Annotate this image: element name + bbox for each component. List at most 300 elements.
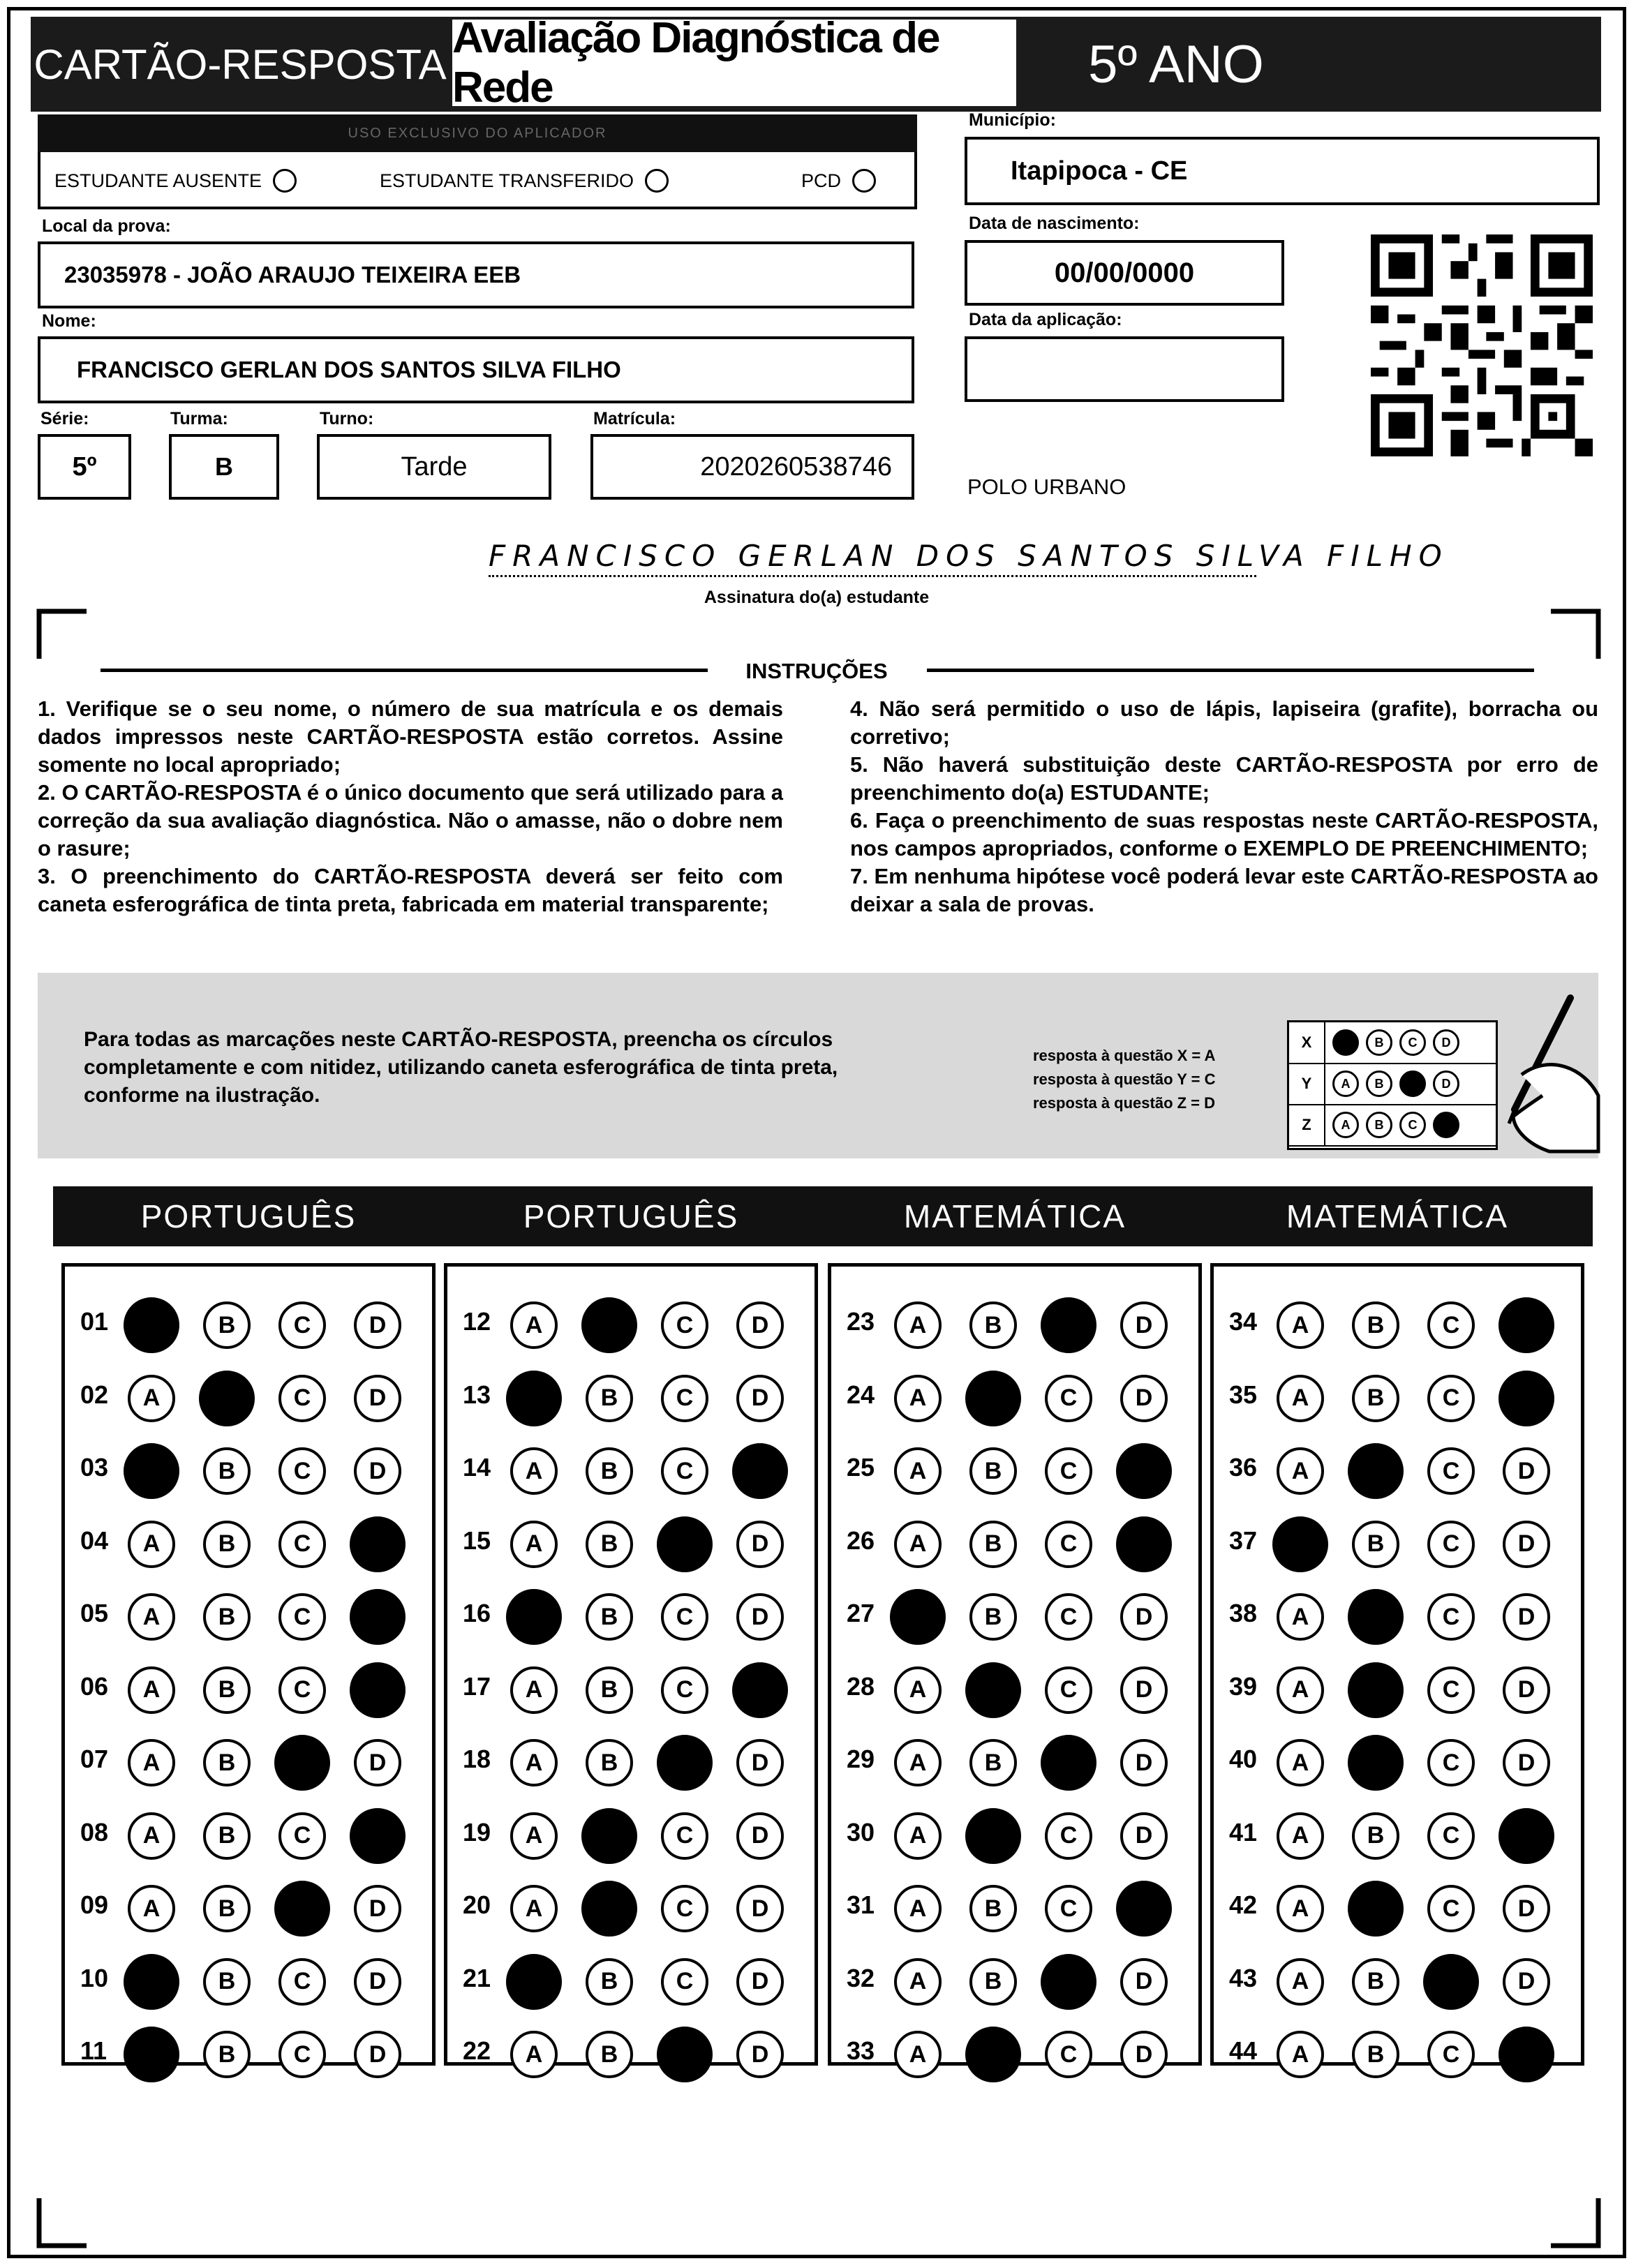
bubble-d[interactable]: D <box>350 1808 406 1864</box>
bubble-c[interactable]: C <box>278 1812 326 1860</box>
bubble-b[interactable]: B <box>586 2031 633 2078</box>
bubble-b[interactable]: B <box>1352 1301 1399 1349</box>
bubble-b[interactable]: B <box>965 1808 1021 1864</box>
bubble-c[interactable]: C <box>278 1666 326 1714</box>
bubble-c[interactable]: C <box>661 1301 708 1349</box>
example-row <box>1289 1064 1496 1105</box>
example-bubble-d: D <box>1433 1070 1459 1097</box>
bubble-b[interactable]: B <box>586 1593 633 1641</box>
example-bubble-b: B <box>1366 1029 1392 1056</box>
bubble-c[interactable]: C <box>1045 1885 1092 1932</box>
question-number: 11 <box>80 2036 107 2065</box>
bubble-d[interactable]: D <box>732 1662 788 1718</box>
bubble-c[interactable]: C <box>1041 1735 1096 1791</box>
nome-field: FRANCISCO GERLAN DOS SANTOS SILVA FILHO <box>38 336 914 403</box>
bubble-b[interactable]: B <box>203 1885 251 1932</box>
bubble-c[interactable]: C <box>657 2027 713 2082</box>
bubble-d[interactable]: D <box>736 1593 784 1641</box>
pcd-circle[interactable] <box>852 169 876 193</box>
bubble-d[interactable]: D <box>354 1447 401 1495</box>
answer-row <box>1214 1288 1581 1357</box>
instruction-item: 3. O preenchimento do CARTÃO-RESPOSTA deverá ser feito com caneta esferográfica de tinta preta, fabricada em material transparente; <box>38 864 783 916</box>
bubble-a[interactable]: A <box>506 1589 562 1645</box>
answer-row <box>831 1433 1198 1503</box>
bubble-c[interactable]: C <box>1427 1447 1475 1495</box>
instructions-title: INSTRUÇÕES <box>745 659 888 683</box>
example-bubble-d: D <box>1433 1112 1459 1138</box>
example-bubble-c: C <box>1399 1112 1426 1138</box>
pcd-option[interactable] <box>801 169 876 193</box>
answer-row <box>65 2017 432 2087</box>
answer-row <box>1214 1433 1581 1503</box>
legend-line: resposta à questão Y = C <box>1033 1070 1216 1088</box>
answer-grid <box>444 1263 818 2066</box>
bubble-d[interactable]: D <box>350 1589 406 1645</box>
absent-option[interactable] <box>54 169 297 193</box>
bubble-a[interactable]: A <box>510 1812 558 1860</box>
bubble-d[interactable]: D <box>354 1958 401 2006</box>
bubble-d[interactable]: D <box>354 1301 401 1349</box>
answer-row <box>447 1361 815 1431</box>
question-number: 26 <box>847 1525 875 1555</box>
bubble-c[interactable]: C <box>278 1593 326 1641</box>
answer-row <box>831 1507 1198 1576</box>
bubble-d[interactable]: D <box>732 1443 788 1499</box>
answer-row <box>1214 1361 1581 1431</box>
bubble-d[interactable]: D <box>1120 2031 1168 2078</box>
bubble-d[interactable]: D <box>1503 1666 1550 1714</box>
bubble-d[interactable]: D <box>736 2031 784 2078</box>
answer-row <box>831 2017 1198 2087</box>
bubble-b[interactable]: B <box>965 1662 1021 1718</box>
bubble-d[interactable]: D <box>736 1301 784 1349</box>
bubble-a[interactable]: A <box>890 1589 946 1645</box>
question-number: 23 <box>847 1307 875 1336</box>
bubble-c[interactable]: C <box>1427 1666 1475 1714</box>
answer-row <box>831 1288 1198 1357</box>
bubble-a[interactable]: A <box>128 1812 175 1860</box>
bubble-b[interactable]: B <box>1348 1881 1404 1937</box>
bubble-d[interactable]: D <box>1120 1666 1168 1714</box>
bubble-c[interactable]: C <box>1041 1297 1096 1353</box>
bubble-b[interactable]: B <box>1352 1375 1399 1422</box>
bubble-d[interactable]: D <box>1503 1885 1550 1932</box>
bubble-c[interactable]: C <box>278 1521 326 1568</box>
bubble-d[interactable]: D <box>1503 1447 1550 1495</box>
transferred-circle[interactable] <box>645 169 669 193</box>
example-bubble-d: D <box>1433 1029 1459 1056</box>
bubble-b[interactable]: B <box>586 1739 633 1786</box>
bubble-a[interactable]: A <box>124 1297 179 1353</box>
bubble-c[interactable]: C <box>1427 1739 1475 1786</box>
bubble-a[interactable]: A <box>894 2031 942 2078</box>
fill-example-text: Para todas as marcações neste CARTÃO-RESPOSTA, preencha os círculos completamente e com nitidez, utilizando caneta esferográfica de tinta preta, conforme na ilustração. <box>84 1028 838 1107</box>
bubble-a[interactable]: A <box>128 1666 175 1714</box>
bubble-d[interactable]: D <box>736 1812 784 1860</box>
question-number: 37 <box>1229 1525 1258 1555</box>
bubble-d[interactable]: D <box>1499 1297 1554 1353</box>
legend-line: resposta à questão Z = D <box>1033 1094 1216 1112</box>
instructions-rule-right <box>927 669 1534 672</box>
answer-row <box>65 1579 432 1649</box>
bubble-a[interactable]: A <box>128 1593 175 1641</box>
bubble-d[interactable]: D <box>1120 1301 1168 1349</box>
bubble-b[interactable]: B <box>969 1958 1017 2006</box>
question-number: 30 <box>847 1817 875 1847</box>
nome-label: Nome: <box>42 311 96 331</box>
bubble-d[interactable]: D <box>354 1375 401 1422</box>
bubble-b[interactable]: B <box>203 1812 251 1860</box>
bubble-a[interactable]: A <box>510 1885 558 1932</box>
answer-row <box>1214 1944 1581 2014</box>
bubble-c[interactable]: C <box>1041 1954 1096 2010</box>
answer-row <box>447 1725 815 1795</box>
bubble-a[interactable]: A <box>894 1666 942 1714</box>
example-bubble-a: A <box>1332 1112 1359 1138</box>
bubble-d[interactable]: D <box>350 1662 406 1718</box>
question-number: 32 <box>847 1963 875 1992</box>
bubble-b[interactable]: B <box>581 1297 637 1353</box>
answer-row <box>447 1579 815 1649</box>
question-number: 28 <box>847 1671 875 1701</box>
answer-row <box>65 1652 432 1722</box>
question-number: 33 <box>847 2036 875 2065</box>
bubble-d[interactable]: D <box>354 1739 401 1786</box>
bubble-c[interactable]: C <box>661 1375 708 1422</box>
bubble-a[interactable]: A <box>1277 1739 1324 1786</box>
bubble-d[interactable]: D <box>1499 1371 1554 1426</box>
polo-label: POLO URBANO <box>967 475 1126 499</box>
answer-row <box>65 1725 432 1795</box>
example-row-label: Z <box>1289 1105 1325 1145</box>
answer-row <box>1214 1798 1581 1868</box>
bubble-a[interactable]: A <box>894 1812 942 1860</box>
bubble-a[interactable]: A <box>510 1666 558 1714</box>
instructions-rule-left <box>101 669 708 672</box>
section-title: PORTUGUÊS <box>53 1186 444 1246</box>
bubble-b[interactable]: B <box>969 1885 1017 1932</box>
bubble-c[interactable]: C <box>1427 1301 1475 1349</box>
instruction-item: 1. Verifique se o seu nome, o número de sua matrícula e os demais dados impressos neste CARTÃO-RESPOSTA estão corretos. Assine somente no local apropriado; <box>38 696 783 777</box>
instruction-item: 2. O CARTÃO-RESPOSTA é o único documento que será utilizado para a correção da sua avaliação diagnóstica. Não o amasse, não o dobre nem o rasure; <box>38 780 783 860</box>
bubble-c[interactable]: C <box>661 1812 708 1860</box>
bubble-a[interactable]: A <box>894 1739 942 1786</box>
answer-row <box>65 1433 432 1503</box>
legend-line: resposta à questão X = A <box>1033 1047 1216 1064</box>
bubble-c[interactable]: C <box>1045 1447 1092 1495</box>
question-number: 24 <box>847 1380 875 1409</box>
bubble-a[interactable]: A <box>128 1739 175 1786</box>
bubble-c[interactable]: C <box>1045 1521 1092 1568</box>
bubble-d[interactable]: D <box>1503 1593 1550 1641</box>
answer-row <box>1214 1579 1581 1649</box>
bubble-b[interactable]: B <box>1348 1662 1404 1718</box>
example-row-label: Y <box>1289 1064 1325 1104</box>
bubble-d[interactable]: D <box>1503 1739 1550 1786</box>
question-number: 39 <box>1229 1671 1258 1701</box>
answer-row <box>447 1652 815 1722</box>
municipio-field: Itapipoca - CE <box>965 137 1600 205</box>
bubble-d[interactable]: D <box>354 1885 401 1932</box>
answer-row <box>65 1798 432 1868</box>
bubble-c[interactable]: C <box>1427 1812 1475 1860</box>
question-number: 02 <box>80 1380 109 1409</box>
bubble-b[interactable]: B <box>969 1739 1017 1786</box>
aplicacao-field[interactable] <box>965 336 1284 402</box>
bubble-c[interactable]: C <box>278 1301 326 1349</box>
bubble-c[interactable]: C <box>661 1447 708 1495</box>
bubble-a[interactable]: A <box>894 1885 942 1932</box>
question-number: 07 <box>80 1745 109 1773</box>
bubble-a[interactable]: A <box>128 1521 175 1568</box>
question-number: 16 <box>463 1599 491 1627</box>
bubble-c[interactable]: C <box>1427 1593 1475 1641</box>
bubble-c[interactable]: C <box>661 1593 708 1641</box>
bubble-b[interactable]: B <box>965 1371 1021 1426</box>
question-number: 08 <box>80 1817 109 1847</box>
answer-row <box>831 1725 1198 1795</box>
bubble-b[interactable]: B <box>581 1881 637 1937</box>
bubble-c[interactable]: C <box>278 2031 326 2078</box>
bubble-c[interactable]: C <box>278 1447 326 1495</box>
bubble-c[interactable]: C <box>657 1735 713 1791</box>
answer-row <box>831 1871 1198 1941</box>
bubble-c[interactable]: C <box>1045 1666 1092 1714</box>
bubble-a[interactable]: A <box>124 1443 179 1499</box>
answer-row <box>65 1288 432 1357</box>
bubble-a[interactable]: A <box>894 1447 942 1495</box>
section-title: PORTUGUÊS <box>436 1186 826 1246</box>
bubble-b[interactable]: B <box>586 1521 633 1568</box>
bubble-d[interactable]: D <box>1120 1375 1168 1422</box>
bubble-d[interactable]: D <box>736 1958 784 2006</box>
bubble-d[interactable]: D <box>1120 1958 1168 2006</box>
bubble-b[interactable]: B <box>203 1593 251 1641</box>
bubble-b[interactable]: B <box>586 1958 633 2006</box>
bubble-d[interactable]: D <box>736 1375 784 1422</box>
bubble-d[interactable]: D <box>1499 2027 1554 2082</box>
bubble-a[interactable]: A <box>128 1885 175 1932</box>
question-number: 15 <box>463 1525 491 1555</box>
question-number: 18 <box>463 1745 491 1773</box>
bubble-b[interactable]: B <box>199 1371 255 1426</box>
section-title: MATEMÁTICA <box>1202 1186 1593 1246</box>
aplicacao-label: Data da aplicação: <box>969 310 1122 329</box>
bubble-d[interactable]: D <box>1503 1958 1550 2006</box>
example-row-label: X <box>1289 1022 1325 1063</box>
answer-row <box>1214 1507 1581 1576</box>
question-number: 22 <box>463 2036 491 2065</box>
question-number: 03 <box>80 1453 109 1482</box>
answer-row <box>831 1944 1198 2014</box>
bubble-a[interactable]: A <box>510 1739 558 1786</box>
bubble-d[interactable]: D <box>1116 1443 1172 1499</box>
bubble-d[interactable]: D <box>736 1885 784 1932</box>
local-field: 23035978 - JOÃO ARAUJO TEIXEIRA EEB <box>38 241 914 308</box>
bubble-c[interactable]: C <box>1045 1375 1092 1422</box>
bubble-a[interactable]: A <box>1277 1666 1324 1714</box>
signature-label: Assinatura do(a) estudante <box>704 588 930 607</box>
bubble-c[interactable]: C <box>661 1666 708 1714</box>
signature-handwritten: FRANCISCO GERLAN DOS SANTOS SILVA FILHO <box>489 537 1256 577</box>
bubble-d[interactable]: D <box>350 1516 406 1572</box>
bubble-d[interactable]: D <box>736 1521 784 1568</box>
absent-circle[interactable] <box>273 169 297 193</box>
bubble-b[interactable]: B <box>1352 2031 1399 2078</box>
bubble-b[interactable]: B <box>1348 1589 1404 1645</box>
bubble-a[interactable]: A <box>506 1371 562 1426</box>
bubble-b[interactable]: B <box>1352 1812 1399 1860</box>
bubble-c[interactable]: C <box>1423 1954 1479 2010</box>
instruction-item: 6. Faça o preenchimento de suas respostas neste CARTÃO-RESPOSTA, nos campos apropriados, conforme o EXEMPLO DE PREENCHIMENTO; <box>850 808 1598 860</box>
bubble-b[interactable]: B <box>1348 1443 1404 1499</box>
bubble-b[interactable]: B <box>581 1808 637 1864</box>
turma-field: B <box>169 434 279 500</box>
bubble-d[interactable]: D <box>1499 1808 1554 1864</box>
bubble-b[interactable]: B <box>203 1447 251 1495</box>
qr-code <box>1371 234 1593 456</box>
question-number: 34 <box>1229 1307 1258 1336</box>
bubble-a[interactable]: A <box>128 1375 175 1422</box>
bubble-b[interactable]: B <box>203 2031 251 2078</box>
bubble-c[interactable]: C <box>274 1881 330 1937</box>
bubble-d[interactable]: D <box>736 1739 784 1786</box>
bubble-c[interactable]: C <box>1045 1593 1092 1641</box>
bubble-a[interactable]: A <box>1277 1301 1324 1349</box>
bubble-c[interactable]: C <box>1045 1812 1092 1860</box>
bubble-b[interactable]: B <box>1348 1735 1404 1791</box>
bubble-a[interactable]: A <box>1277 1593 1324 1641</box>
bubble-a[interactable]: A <box>1272 1516 1328 1572</box>
bubble-c[interactable]: C <box>1427 1521 1475 1568</box>
bubble-a[interactable]: A <box>506 1954 562 2010</box>
bubble-c[interactable]: C <box>1427 2031 1475 2078</box>
answer-row <box>831 1579 1198 1649</box>
bubble-c[interactable]: C <box>278 1375 326 1422</box>
bubble-d[interactable]: D <box>1116 1516 1172 1572</box>
bubble-b[interactable]: B <box>586 1375 633 1422</box>
bubble-b[interactable]: B <box>969 1593 1017 1641</box>
bubble-a[interactable]: A <box>1277 1375 1324 1422</box>
bubble-c[interactable]: C <box>661 1958 708 2006</box>
question-number: 41 <box>1229 1817 1258 1847</box>
bubble-a[interactable]: A <box>894 1301 942 1349</box>
answer-row <box>1214 1652 1581 1722</box>
bubble-c[interactable]: C <box>657 1516 713 1572</box>
bubble-b[interactable]: B <box>586 1666 633 1714</box>
bubble-a[interactable]: A <box>894 1375 942 1422</box>
question-number: 14 <box>463 1453 491 1482</box>
transferred-label: ESTUDANTE TRANSFERIDO <box>380 170 634 191</box>
bubble-a[interactable]: A <box>124 1954 179 2010</box>
question-number: 36 <box>1229 1453 1258 1482</box>
answer-row <box>447 1507 815 1576</box>
bubble-d[interactable]: D <box>1120 1812 1168 1860</box>
question-number: 19 <box>463 1817 491 1847</box>
question-number: 20 <box>463 1890 491 1919</box>
bubble-c[interactable]: C <box>1427 1375 1475 1422</box>
corner-mark-bottom-right <box>1551 2198 1600 2247</box>
bubble-b[interactable]: B <box>969 1447 1017 1495</box>
matricula-field: 2020260538746 <box>590 434 914 500</box>
answer-row <box>447 2017 815 2087</box>
bubble-b[interactable]: B <box>969 1521 1017 1568</box>
example-bubble-c: C <box>1399 1029 1426 1056</box>
absent-label: ESTUDANTE AUSENTE <box>54 170 262 191</box>
example-row <box>1289 1105 1496 1147</box>
bubble-c[interactable]: C <box>661 1885 708 1932</box>
bubble-a[interactable]: A <box>1277 1447 1324 1495</box>
bubble-b[interactable]: B <box>965 2027 1021 2082</box>
bubble-d[interactable]: D <box>354 2031 401 2078</box>
bubble-a[interactable]: A <box>1277 1958 1324 2006</box>
bubble-c[interactable]: C <box>1427 1885 1475 1932</box>
bubble-c[interactable]: C <box>274 1735 330 1791</box>
answer-row <box>447 1433 815 1503</box>
bubble-a[interactable]: A <box>1277 2031 1324 2078</box>
bubble-a[interactable]: A <box>510 1301 558 1349</box>
bubble-b[interactable]: B <box>203 1739 251 1786</box>
bubble-d[interactable]: D <box>1503 1521 1550 1568</box>
bubble-a[interactable]: A <box>124 2027 179 2082</box>
question-number: 09 <box>80 1890 109 1919</box>
bubble-a[interactable]: A <box>510 1521 558 1568</box>
bubble-b[interactable]: B <box>203 1301 251 1349</box>
instruction-item: 7. Em nenhuma hipótese você poderá levar este CARTÃO-RESPOSTA ao deixar a sala de provas. <box>850 864 1598 916</box>
nascimento-field: 00/00/0000 <box>965 240 1284 306</box>
corner-mark-top-left <box>38 610 87 659</box>
transferred-option[interactable] <box>380 169 669 193</box>
question-number: 42 <box>1229 1890 1258 1919</box>
question-number: 12 <box>463 1307 491 1336</box>
bubble-b[interactable]: B <box>203 1666 251 1714</box>
example-bubble-c: C <box>1399 1070 1426 1097</box>
bubble-c[interactable]: C <box>1045 2031 1092 2078</box>
answer-row <box>1214 1871 1581 1941</box>
bubble-b[interactable]: B <box>1352 1521 1399 1568</box>
instruction-item: 4. Não será permitido o uso de lápis, lapiseira (grafite), borracha ou corretivo; <box>850 696 1598 749</box>
bubble-a[interactable]: A <box>894 1521 942 1568</box>
bubble-a[interactable]: A <box>1277 1885 1324 1932</box>
bubble-d[interactable]: D <box>1120 1739 1168 1786</box>
bubble-a[interactable]: A <box>1277 1812 1324 1860</box>
bubble-a[interactable]: A <box>894 1958 942 2006</box>
bubble-b[interactable]: B <box>969 1301 1017 1349</box>
bubble-a[interactable]: A <box>510 1447 558 1495</box>
bubble-b[interactable]: B <box>203 1521 251 1568</box>
fill-example-legend <box>1033 1044 1215 1115</box>
bubble-b[interactable]: B <box>586 1447 633 1495</box>
question-number: 38 <box>1229 1599 1258 1627</box>
bubble-c[interactable]: C <box>278 1958 326 2006</box>
example-row <box>1289 1022 1496 1064</box>
corner-mark-top-right <box>1551 610 1600 659</box>
instruction-item: 5. Não haverá substituição deste CARTÃO-RESPOSTA por erro de preenchimento do(a) ESTUDANTE; <box>850 752 1598 805</box>
section-title: MATEMÁTICA <box>819 1186 1210 1246</box>
bubble-d[interactable]: D <box>1120 1593 1168 1641</box>
example-bubble-b: B <box>1366 1070 1392 1097</box>
question-number: 27 <box>847 1599 875 1627</box>
turno-field: Tarde <box>317 434 551 500</box>
answer-grid <box>1210 1263 1584 2066</box>
bubble-b[interactable]: B <box>203 1958 251 2006</box>
bubble-d[interactable]: D <box>1116 1881 1172 1937</box>
bubble-a[interactable]: A <box>510 2031 558 2078</box>
bubble-b[interactable]: B <box>1352 1958 1399 2006</box>
example-bubble-a: A <box>1332 1029 1359 1056</box>
pcd-label: PCD <box>801 170 842 191</box>
answer-row <box>65 1361 432 1431</box>
